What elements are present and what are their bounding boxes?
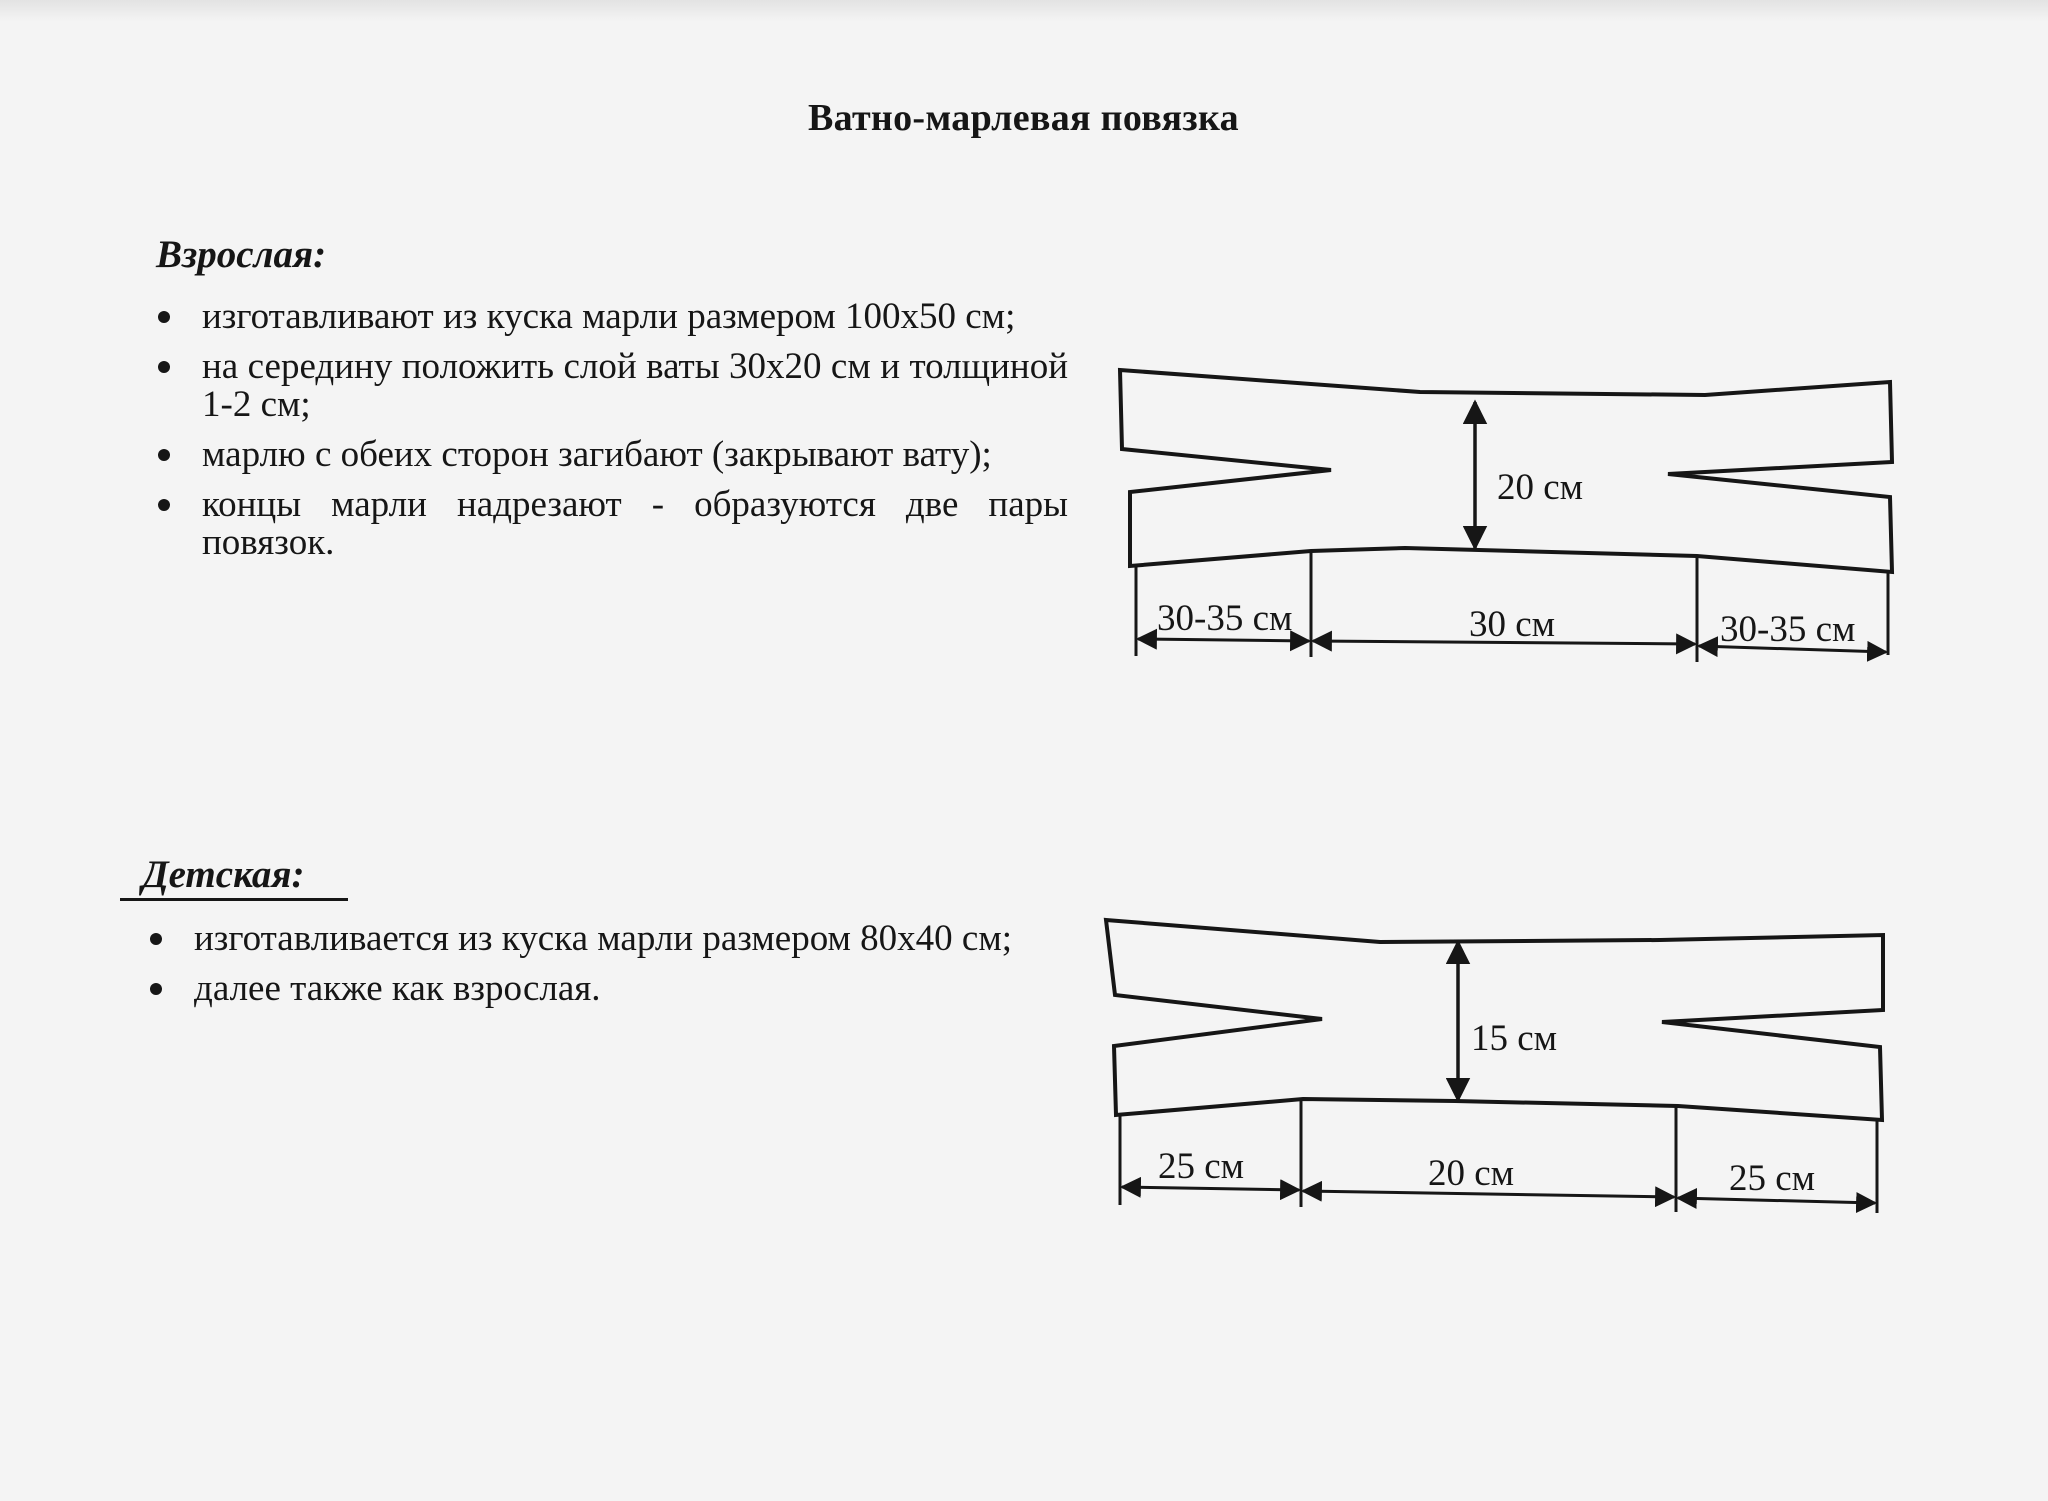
- adult-heading: Взрослая:: [156, 233, 327, 276]
- child-height-label: 15 см: [1471, 1018, 1558, 1059]
- child-bandage-diagram: [1106, 920, 1883, 1213]
- child-left-label: 25 см: [1158, 1146, 1245, 1187]
- page-title: Ватно-марлевая повязка: [808, 97, 1239, 139]
- child-left-dim-arrow: [1122, 1187, 1299, 1190]
- child-heading: Детская:: [142, 853, 305, 896]
- adult-center-label: 30 см: [1469, 604, 1556, 645]
- adult-left-label: 30-35 см: [1157, 598, 1293, 639]
- adult-height-label: 20 см: [1497, 467, 1584, 508]
- list-item-text: концы марли надрезают - образуются две пары повязок.: [202, 484, 1068, 563]
- child-right-label: 25 см: [1729, 1158, 1816, 1199]
- adult-right-label: 30-35 см: [1720, 609, 1856, 650]
- adult-left-dim-arrow: [1138, 639, 1309, 641]
- list-item-text: на середину положить слой ваты 30х20 см и толщиной 1-2 см;: [202, 346, 1068, 425]
- list-item-text: далее также как взрослая.: [194, 968, 601, 1009]
- child-center-label: 20 см: [1428, 1153, 1515, 1194]
- adult-bandage-diagram: [1120, 370, 1892, 662]
- list-item-text: изготавливается из куска марли размером 80х40 см;: [194, 918, 1013, 959]
- list-item-text: марлю с обеих сторон загибают (закрывают вату);: [202, 434, 992, 475]
- list-item-text: изготавливают из куска марли размером 100х50 см;: [202, 296, 1016, 337]
